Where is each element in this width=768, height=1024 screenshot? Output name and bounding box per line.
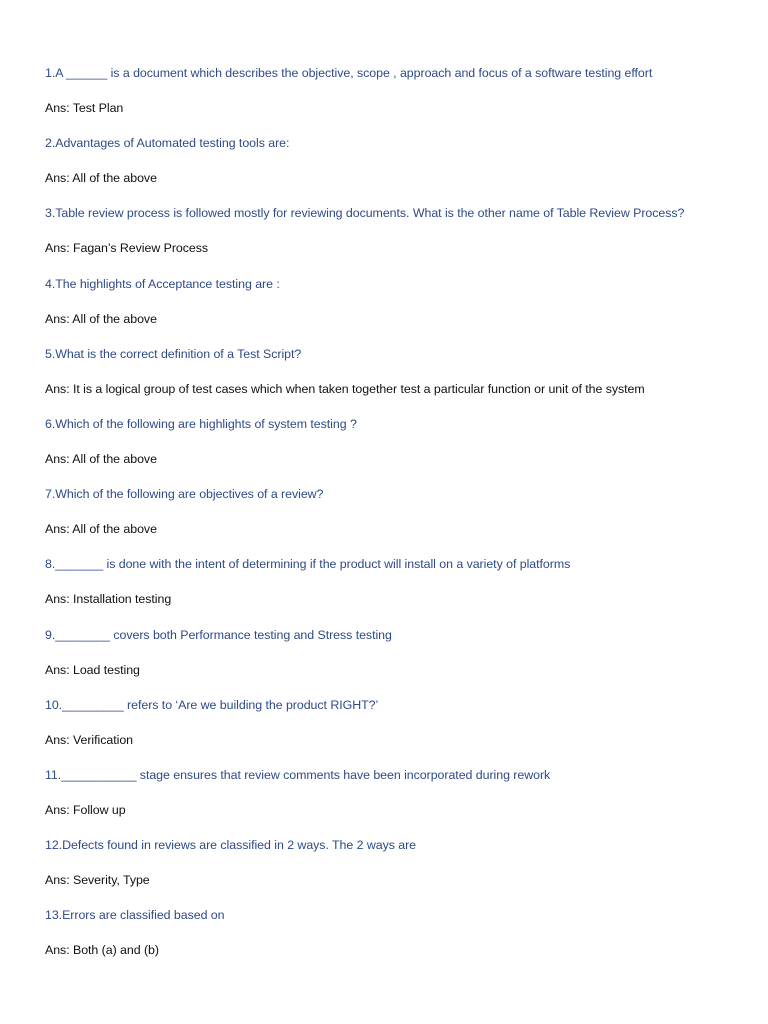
qa-item	[45, 626, 760, 696]
answer-text: Ans: Load testing	[45, 662, 140, 677]
answer-text: Ans: All of the above	[45, 452, 157, 467]
question-text: 12.Defects found in reviews are classified in 2 ways. The 2 ways are	[45, 838, 417, 853]
qa-item	[45, 134, 760, 204]
answer-text: Ans: Installation testing	[45, 592, 172, 607]
qa-item	[45, 906, 760, 976]
answer-text: Ans: All of the above	[45, 171, 157, 186]
question-text: 2.Advantages of Automated testing tools are:	[45, 136, 290, 151]
question-text: 10._________ refers to ‘Are we building the product RIGHT?’	[45, 697, 379, 712]
answer-text: Ans: Follow up	[45, 802, 126, 817]
qa-item	[45, 485, 760, 555]
qa-item	[45, 415, 760, 485]
question-text: 9.________ covers both Performance testing and Stress testing	[45, 627, 392, 642]
answer-text: Ans: Both (a) and (b)	[45, 943, 159, 958]
question-text: 11.___________ stage ensures that review comments have been incorporated during rework	[45, 767, 551, 782]
answer-text: Ans: It is a logical group of test cases which when taken together test a particular function or unit of the system	[45, 381, 645, 396]
answer-text: Ans: Fagan’s Review Process	[45, 241, 209, 256]
answer-text: Ans: Severity, Type	[45, 873, 150, 888]
qa-document	[45, 64, 760, 976]
question-text: 6.Which of the following are highlights of system testing ?	[45, 416, 357, 431]
question-text: 8._______ is done with the intent of determining if the product will install on a variety of platforms	[45, 557, 571, 572]
answer-text: Ans: Test Plan	[45, 101, 124, 116]
answer-text: Ans: Verification	[45, 732, 133, 747]
question-text: 4.The highlights of Acceptance testing are :	[45, 276, 280, 291]
question-text: 1.A ______ is a document which describes the objective, scope , approach and focus of a software testing effort	[45, 66, 653, 80]
qa-item	[45, 64, 760, 134]
qa-item	[45, 836, 760, 906]
qa-item	[45, 696, 760, 766]
qa-item	[45, 204, 760, 274]
qa-item	[45, 555, 760, 625]
qa-item	[45, 345, 760, 415]
answer-text: Ans: All of the above	[45, 311, 157, 326]
qa-item	[45, 766, 760, 836]
qa-item	[45, 275, 760, 345]
question-text: 5.What is the correct definition of a Test Script?	[45, 346, 302, 361]
answer-text: Ans: All of the above	[45, 522, 157, 537]
question-text: 7.Which of the following are objectives of a review?	[45, 487, 324, 502]
question-text: 3.Table review process is followed mostly for reviewing documents. What is the other name of Table Review Process?	[45, 206, 685, 221]
question-text: 13.Errors are classified based on	[45, 908, 225, 923]
